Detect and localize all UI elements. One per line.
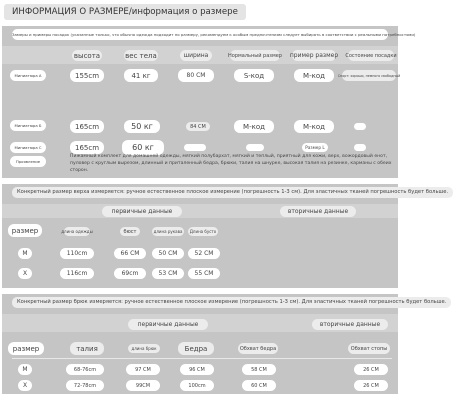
pants-group-secondary: вторичные данные: [312, 319, 388, 330]
model-c-bust: [184, 144, 206, 151]
pants-row-m-thigh: 58 CM: [242, 364, 276, 375]
top-size-intro: Конкретный размер верха измеряется: ручное естественное плоское измерение (погрешность 1-3 см). Для эластичных тканей погрешность будет больше.: [12, 187, 453, 198]
model-b-weight: 50 кг: [124, 120, 160, 133]
header-normal-size: Нормальный размер: [230, 50, 280, 61]
pants-row-x-thigh: 60 CM: [242, 380, 276, 391]
top-row-x-length: 116cm: [60, 268, 94, 279]
top-row-x-extra: 55 CM: [188, 268, 220, 279]
model-fit-section: [2, 26, 416, 178]
pants-row-m-hip: 96 CM: [180, 364, 214, 375]
top-size-section: [2, 184, 449, 288]
model-a-weight: 41 кг: [124, 69, 158, 82]
pants-group-primary: первичные данные: [128, 319, 208, 330]
model-c-normal: [246, 144, 264, 151]
pants-row-m-length: 97 CM: [126, 364, 160, 375]
pants-size-intro: Конкретный размер брюк измеряется: ручное естественное плоское измерение (погрешность 1-3 см). Для эластичных тканей погрешность будет больше.: [12, 297, 451, 308]
appearance-label: Проявление: [10, 156, 46, 167]
pants-divider: [12, 358, 392, 359]
top-row-m-length: 110cm: [60, 248, 94, 259]
model-a-height: 155cm: [70, 69, 104, 82]
pants-header-hip: Бедра: [178, 342, 214, 355]
model-a-example: M-код: [294, 69, 334, 82]
model-b-bust: 84 CM: [186, 122, 210, 131]
model-fit-note: Замеры и примеры посадок (указанные только, что обычно одежда подходит по размеру, рекомендуем к особым предпочтениям следует выбирать в соответствии с реальными потребностями): [12, 29, 388, 40]
top-row-m-size: M: [18, 248, 32, 259]
pants-header-thigh: Обхват бедра: [238, 343, 278, 354]
pants-size-section: [2, 294, 447, 394]
header-bust: ширина: [180, 50, 212, 61]
model-c-state: [354, 144, 366, 151]
header-height: высота: [73, 51, 101, 60]
page-title: ИНФОРМАЦИЯ О РАЗМЕРЕ/информация о размере: [4, 4, 246, 20]
pants-header-length: длина брюк: [128, 344, 160, 353]
model-label-b: Миниатюра Б: [10, 120, 46, 131]
model-a-normal: S-код: [234, 69, 274, 82]
pants-row-x-hip: 100cm: [180, 380, 214, 391]
pants-row-m-size: M: [18, 364, 32, 375]
pants-header-waist: талия: [70, 342, 104, 355]
top-row-x-bust: 69cm: [114, 268, 146, 279]
model-c-height: 165cm: [70, 141, 104, 154]
top-group-primary: первичные данные: [102, 206, 182, 217]
pants-row-m-waist: 68-76cm: [66, 364, 104, 375]
header-weight: вес тела: [125, 51, 157, 60]
pants-row-x-foot: 26 CM: [354, 380, 388, 391]
top-header-extra: Длина бусто: [189, 229, 217, 234]
model-b-normal: M-код: [234, 120, 274, 133]
model-label-a: Миниатюра А: [10, 70, 46, 81]
pants-row-m-foot: 26 CM: [354, 364, 388, 375]
model-a-state: Спорт: хорошо, немного свободный: [342, 70, 396, 81]
top-row-m-extra: 52 CM: [188, 248, 220, 259]
top-group-secondary: вторичные данные: [280, 206, 356, 217]
model-c-weight: 60 кг: [122, 140, 164, 155]
top-row-m-sleeve: 50 CM: [152, 248, 184, 259]
top-header-length: длина одежды: [61, 229, 93, 234]
top-row-x-sleeve: 53 CM: [152, 268, 184, 279]
top-header-bust: бюст: [120, 227, 140, 236]
model-b-example: M-код: [294, 120, 334, 133]
model-label-c: Миниатюра С: [10, 142, 46, 153]
header-example-size: пример размер: [289, 52, 339, 59]
header-fit-state: Состояние посадки: [348, 50, 394, 61]
model-b-state: [354, 123, 366, 130]
top-header-sleeve: длина рукава: [153, 229, 183, 234]
pants-header-size: размер: [8, 342, 44, 355]
model-c-example: Размер L: [302, 143, 328, 152]
pants-row-x-length: 99CM: [126, 380, 160, 391]
top-row-x-size: X: [18, 268, 32, 279]
model-a-bust: 80 CM: [178, 69, 214, 82]
model-b-height: 165cm: [70, 120, 104, 133]
product-description: Пижамный комплект для домашней одежды, мягкий полубархат, мягкий и теплый, приятный для кожи, верх, вожордовый енот, пуловер с круглым вырезом, длинный и приталенный бедра, брюки, талия на шнурке, высокая талия на резинке, карманы с обеих сторон.: [70, 154, 392, 173]
pants-header-foot: Обхват стопы: [348, 343, 390, 354]
top-header-size: размер: [8, 224, 42, 237]
top-row-m-bust: 66 CM: [114, 248, 146, 259]
pants-row-x-size: X: [18, 380, 32, 391]
pants-row-x-waist: 72-78cm: [66, 380, 104, 391]
